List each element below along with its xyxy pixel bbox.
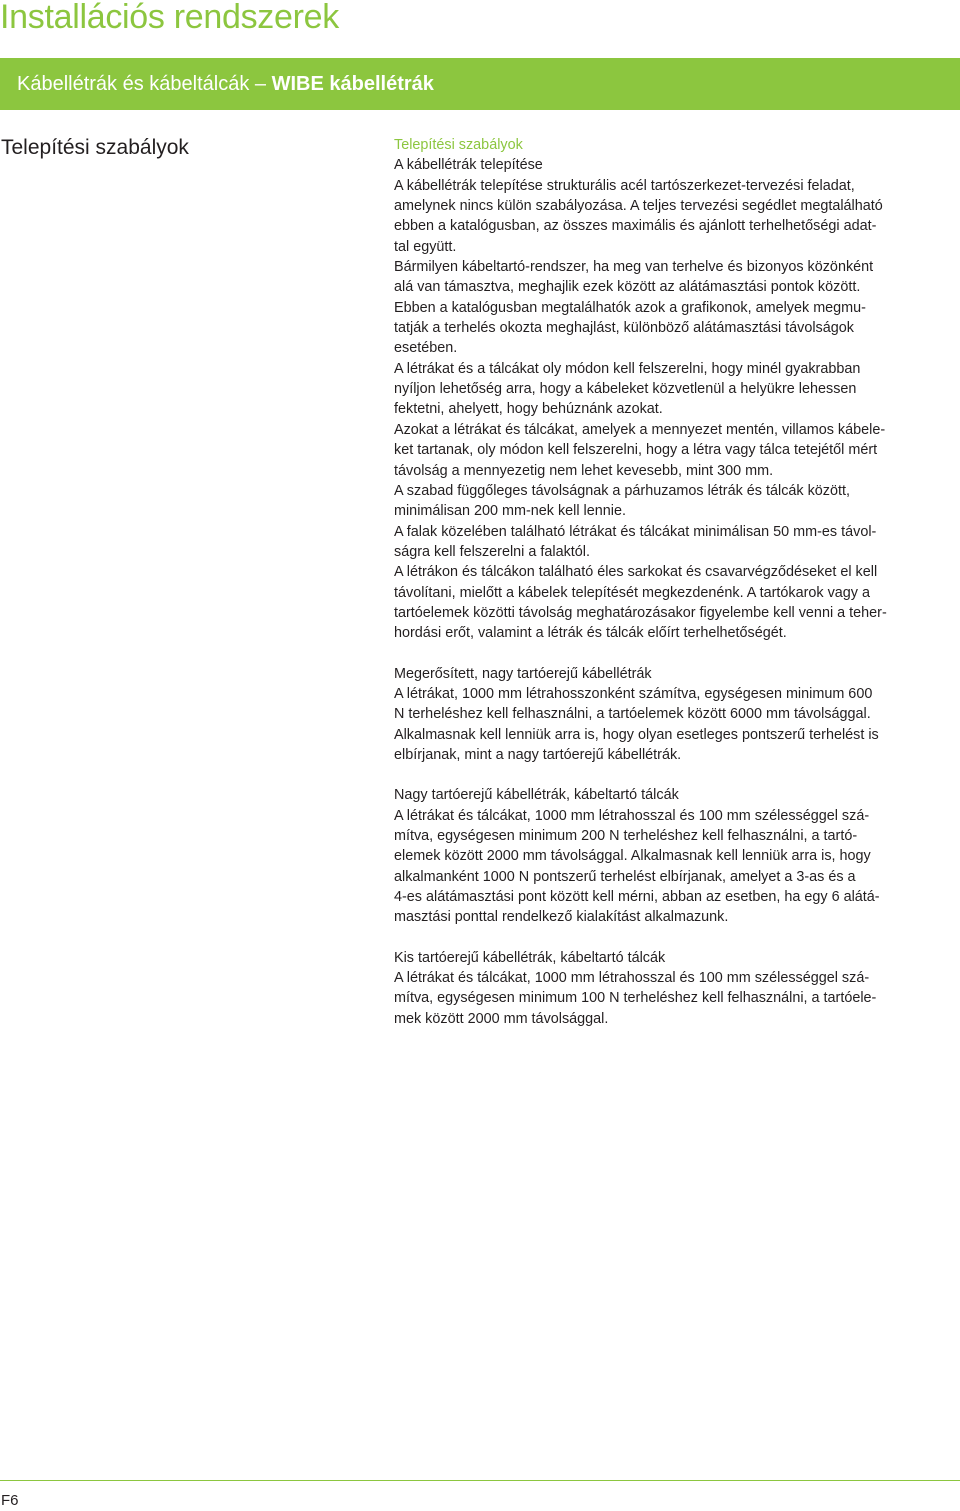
body-line: ságra kell felszerelni a falaktól. <box>394 543 590 560</box>
body-line: nyíljon lehetőség arra, hogy a kábeleket közvetlenül a helyükre lehessen <box>394 381 857 398</box>
page-number: F6 <box>1 1492 19 1509</box>
section-banner <box>0 58 960 110</box>
body-line: tartóelemek közötti távolság meghatározásakor figyelembe kell venni a teher- <box>394 604 887 621</box>
body-line: Azokat a létrákat és tálcákat, amelyek a mennyezet mentén, villamos kábele- <box>394 421 886 438</box>
body-line: elemek között 2000 mm távolsággal. Alkalmasnak kell lenniük arra is, hogy <box>394 848 871 865</box>
body-line: mítva, egységesen minimum 100 N terheléshez kell felhasználni, a tartóele- <box>394 990 877 1007</box>
body-line: A létrákat és tálcákat, 1000 mm létrahosszal és 100 mm szélességgel szá- <box>394 807 870 824</box>
body-line: masztási ponttal rendelkező kialakítást alkalmazunk. <box>394 909 729 926</box>
body-line: A létrákat és tálcákat, 1000 mm létrahosszal és 100 mm szélességgel szá- <box>394 970 870 987</box>
section-gap <box>394 765 950 785</box>
body-line: Bármilyen kábeltartó-rendszer, ha meg van terhelve és bizonyos közönként <box>394 259 874 276</box>
body-line: N terheléshez kell felhasználni, a tartóelemek között 6000 mm távolsággal. <box>394 706 871 723</box>
body-line: ket tartanak, oly módon kell felszerelni, hogy a létra vagy tálca tetejétől mért <box>394 442 878 459</box>
body-line: A szabad függőleges távolságnak a párhuzamos létrák és tálcák között, <box>394 482 850 499</box>
footer-divider <box>0 1480 960 1481</box>
body-line: esetében. <box>394 340 458 357</box>
body-line: 4-es alátámasztási pont között kell mérni, abban az esetben, ha egy 6 alátá- <box>394 889 880 906</box>
section-heading: A kábellétrák telepítése <box>394 157 543 174</box>
body-line: A létrákat, 1000 mm létrahosszonként számítva, egységesen minimum 600 <box>394 685 873 702</box>
body-line: hordási erőt, valamint a létrák és tálcák előírt terhelhetőségét. <box>394 625 787 642</box>
body-line: minimálisan 200 mm-nek kell lennie. <box>394 503 626 520</box>
body-line: fektetni, ahelyett, hogy behúznánk azokat. <box>394 401 663 418</box>
content-column <box>394 135 950 1029</box>
section-gap <box>394 644 950 664</box>
body-line: amelynek nincs külön szabályozása. A teljes tervezési segédlet megtalálható <box>394 198 883 215</box>
body-line: távolítani, mielőtt a kábelek telepítését megkezdenénk. A tartókarok vagy a <box>394 584 870 601</box>
banner-text: Kábellétrák és kábeltálcák – <box>17 72 272 95</box>
body-line: Ebben a katalógusban megtalálhatók azok a grafikonok, amelyek megmu- <box>394 299 866 316</box>
body-line: A falak közelében található létrákat és tálcákat minimálisan 50 mm-es távol- <box>394 523 877 540</box>
body-line: ebben a katalógusban, az összes maximális és ajánlott terhelhetőségi adat- <box>394 218 877 235</box>
body-line: A kábellétrák telepítése strukturális acél tartószerkezet-tervezési feladat, <box>394 177 855 194</box>
section-heading: Kis tartóerejű kábellétrák, kábeltartó tálcák <box>394 949 666 966</box>
body-line: alá van támasztva, meghajlik ezek között az alátámasztási pontok között. <box>394 279 861 296</box>
page-title: Installációs rendszerek <box>0 0 339 36</box>
body-line: alkalmanként 1000 N pontszerű terhelést elbírjanak, amelyet a 3-as és a <box>394 868 856 885</box>
section-kicker: Telepítési szabályok <box>394 137 523 153</box>
banner-brand: WIBE kábellétrák <box>271 72 434 95</box>
body-line: A létrákat és a tálcákat oly módon kell felszerelni, hogy minél gyakrabban <box>394 360 861 377</box>
section-gap <box>394 928 950 948</box>
side-heading: Telepítési szabályok <box>1 136 189 159</box>
body-line: tal együtt. <box>394 238 457 255</box>
body-line: mek között 2000 mm távolsággal. <box>394 1010 609 1027</box>
body-line: A létrákon és tálcákon található éles sarkokat és csavarvégződéseket el kell <box>394 564 878 581</box>
section-heading: Nagy tartóerejű kábellétrák, kábeltartó tálcák <box>394 787 679 804</box>
body-line: tatják a terhelés okozta meghajlást, különböző alátámasztási távolságok <box>394 320 854 337</box>
section-heading: Megerősített, nagy tartóerejű kábellétrák <box>394 665 652 682</box>
body-line: távolság a mennyezetig nem lehet kevesebb, mint 300 mm. <box>394 462 774 479</box>
body-line: Alkalmasnak kell lenniük arra is, hogy olyan esetleges pontszerű terhelést is <box>394 726 879 743</box>
body-line: elbírjanak, mint a nagy tartóerejű kábellétrák. <box>394 746 682 763</box>
body-line: mítva, egységesen minimum 200 N terheléshez kell felhasználni, a tartó- <box>394 828 858 844</box>
